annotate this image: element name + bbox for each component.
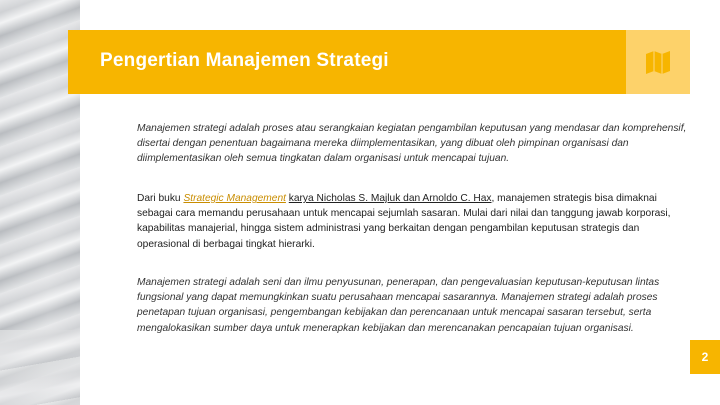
paragraph-definition-3: Manajemen strategi adalah seni dan ilmu penyusunan, penerapan, dan pengevaluasian keputusan-keputusan lintas fungsional yang dapat memungkinkan suatu perusahaan mencapai sasarannya. Manajemen strategi adalah proses penetapan tujuan organisasi, pengembangan kebijakan dan perencanaan untuk mencapai sasaran tersebut, serta mengalokasikan sumber daya untuk menerapkan kebijakan dan merencanakan pencapaian tujuan organisasi.	[137, 277, 660, 334]
p2-rest: , manajemen strategis bisa dimaknai sebagai cara memandu perusahaan untuk mencapai sejumlah sasaran. Mulai dari nilai dan tanggung jawab korporasi, kapabilitas manajerial, hingga sistem administrasi yang berkaitan dengan pengambilan keputusan strategis dan operasional di berbagai tingkat hierarki.	[137, 193, 671, 250]
paragraph-definition-1: Manajemen strategi adalah proses atau serangkaian kegiatan pengambilan keputusan yang mendasar dan komprehensif, disertai dengan penentuan bagaimana mereka diimplementasikan, yang dibuat oleh pimpinan organisasi dan diimplementasikan oleh semua tingkatan dalam organisasi untuk mencapai tujuan.	[137, 123, 687, 165]
p2-prefix: Dari buku	[137, 193, 184, 204]
paragraph-definition-2	[137, 191, 687, 252]
icon-box	[626, 30, 690, 94]
author-link[interactable]: karya Nicholas S. Majluk dan Arnoldo C. Hax	[288, 193, 492, 204]
map-icon	[643, 47, 673, 77]
page-number: 2	[690, 340, 720, 374]
slide-title: Pengertian Manajemen Strategi	[100, 50, 389, 71]
book-link[interactable]: Strategic Management	[183, 193, 286, 204]
